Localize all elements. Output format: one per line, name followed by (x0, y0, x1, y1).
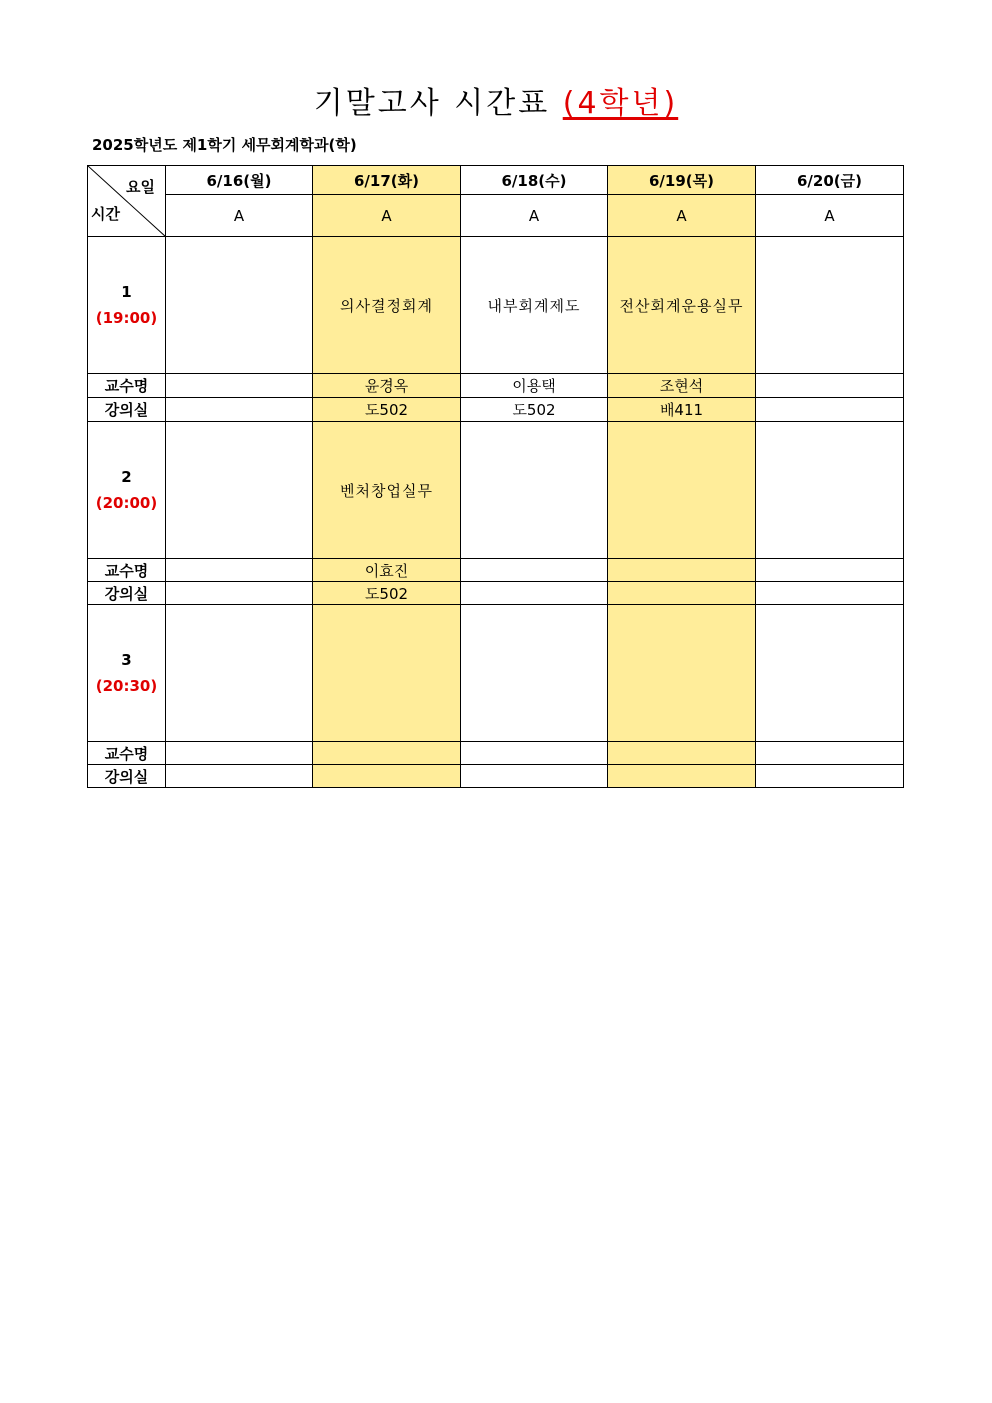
period-number: 3 (121, 651, 132, 669)
room-cell (461, 765, 608, 788)
subject-cell (461, 605, 608, 742)
period-3-subject-row (88, 605, 904, 742)
room-cell (756, 398, 904, 422)
subject-cell: 의사결정회계 (313, 237, 461, 374)
professor-label: 교수명 (88, 559, 166, 582)
room-cell: 도502 (313, 398, 461, 422)
subject-cell (166, 237, 313, 374)
room-cell: 도502 (313, 582, 461, 605)
room-cell (756, 765, 904, 788)
room-cell: 도502 (461, 398, 608, 422)
professor-cell: 조현석 (608, 374, 756, 398)
subject-cell (166, 605, 313, 742)
professor-cell (166, 742, 313, 765)
title-grade: (4학년) (562, 86, 679, 121)
subject-cell: 전산회계운용실무 (608, 237, 756, 374)
group-header-row (88, 195, 904, 237)
period-2-room-row (88, 582, 904, 605)
professor-cell: 이용택 (461, 374, 608, 398)
period-1-label (88, 237, 166, 374)
professor-cell: 이효진 (313, 559, 461, 582)
page-subtitle: 2025학년도 제1학기 세무회계학과(학) (92, 136, 357, 154)
period-3-room-row (88, 765, 904, 788)
period-time: (19:00) (95, 309, 158, 327)
group-cell-tue: A (313, 195, 461, 237)
subject-cell (608, 605, 756, 742)
period-1-professor-row (88, 374, 904, 398)
period-2-label (88, 422, 166, 559)
period-2-subject-row (88, 422, 904, 559)
room-cell (608, 582, 756, 605)
period-1-room-row (88, 398, 904, 422)
professor-cell (166, 559, 313, 582)
period-number: 2 (121, 468, 132, 486)
room-label: 강의실 (88, 765, 166, 788)
room-label: 강의실 (88, 582, 166, 605)
room-label: 강의실 (88, 398, 166, 422)
subject-cell: 벤처창업실무 (313, 422, 461, 559)
date-cell-mon: 6/16(월) (166, 166, 313, 195)
professor-cell (166, 374, 313, 398)
corner-day-label: 요일 (126, 178, 155, 196)
professor-cell (313, 742, 461, 765)
date-cell-fri: 6/20(금) (756, 166, 904, 195)
professor-cell (756, 374, 904, 398)
group-cell-thu: A (608, 195, 756, 237)
room-cell (166, 582, 313, 605)
subject-cell (166, 422, 313, 559)
subject-cell: 내부회계제도 (461, 237, 608, 374)
period-3-professor-row (88, 742, 904, 765)
subject-cell (756, 422, 904, 559)
title-main: 기말고사 시간표 (313, 86, 551, 121)
professor-cell (608, 742, 756, 765)
professor-cell (608, 559, 756, 582)
subject-cell (461, 422, 608, 559)
subject-cell (608, 422, 756, 559)
period-3-label (88, 605, 166, 742)
group-cell-wed: A (461, 195, 608, 237)
professor-cell: 윤경옥 (313, 374, 461, 398)
date-cell-wed: 6/18(수) (461, 166, 608, 195)
room-cell: 배411 (608, 398, 756, 422)
room-cell (166, 765, 313, 788)
corner-cell (88, 166, 166, 237)
group-cell-mon: A (166, 195, 313, 237)
professor-cell (756, 742, 904, 765)
professor-label: 교수명 (88, 374, 166, 398)
subject-cell (313, 605, 461, 742)
subject-cell (756, 237, 904, 374)
period-time: (20:30) (95, 677, 158, 695)
professor-cell (756, 559, 904, 582)
room-cell (313, 765, 461, 788)
room-cell (461, 582, 608, 605)
room-cell (166, 398, 313, 422)
room-cell (756, 582, 904, 605)
professor-label: 교수명 (88, 742, 166, 765)
group-cell-fri: A (756, 195, 904, 237)
period-number: 1 (121, 283, 132, 301)
professor-cell (461, 559, 608, 582)
page-title (0, 78, 992, 122)
room-cell (608, 765, 756, 788)
period-1-subject-row (88, 237, 904, 374)
period-time: (20:00) (95, 494, 158, 512)
corner-time-label: 시간 (91, 205, 120, 223)
period-2-professor-row (88, 559, 904, 582)
professor-cell (461, 742, 608, 765)
exam-timetable (87, 165, 904, 788)
date-cell-tue: 6/17(화) (313, 166, 461, 195)
date-header-row (88, 166, 904, 195)
date-cell-thu: 6/19(목) (608, 166, 756, 195)
subject-cell (756, 605, 904, 742)
